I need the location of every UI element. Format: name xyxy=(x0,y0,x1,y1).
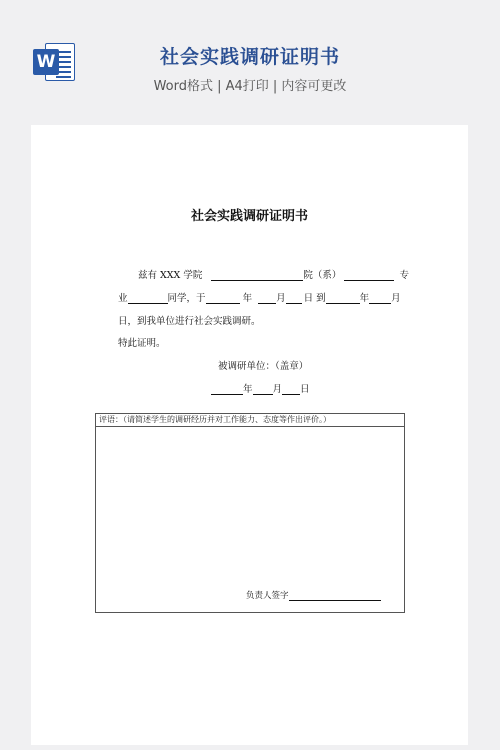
page-subtitle: Word格式 | A4打印 | 内容可更改 xyxy=(153,79,347,94)
line2-text-g: 月 xyxy=(391,293,401,304)
line2-text-e: 日 到 xyxy=(303,293,326,304)
date-day-blank xyxy=(282,384,300,395)
line1-text-a: 兹有 XXX 学院 xyxy=(138,270,203,281)
certificate-line-4: 特此证明。 xyxy=(118,338,166,349)
date-month-label: 月 xyxy=(272,384,283,395)
from-month-blank xyxy=(258,293,276,304)
certificate-line-2 xyxy=(118,290,401,304)
date-year-blank xyxy=(211,384,243,395)
comment-label: 评语：（请简述学生的调研经历并对工作能力、态度等作出评价。） xyxy=(96,414,404,427)
line2-text-c: 年 xyxy=(242,293,253,304)
student-blank xyxy=(128,293,168,304)
line1-text-b: 院（系） xyxy=(303,270,342,281)
college-blank xyxy=(211,270,303,281)
line2-text-f: 年 xyxy=(359,293,370,304)
department-blank xyxy=(344,270,394,281)
from-day-blank xyxy=(286,293,302,304)
line2-text-a: 业 xyxy=(118,293,128,304)
document-page xyxy=(31,125,468,745)
line1-text-c: 专 xyxy=(399,270,409,281)
comment-box xyxy=(95,413,405,613)
date-month-blank xyxy=(253,384,273,395)
certificate-line-3: 日，到我单位进行社会实践调研。 xyxy=(118,316,261,327)
header xyxy=(0,0,500,120)
date-day-label: 日 xyxy=(300,384,310,395)
signature-line xyxy=(246,589,381,601)
signature-blank xyxy=(289,591,381,601)
unit-stamp-line: 被调研单位：（盖章） xyxy=(218,361,309,372)
word-badge: W xyxy=(33,49,59,75)
document-title: 社会实践调研证明书 xyxy=(190,209,308,224)
to-month-blank xyxy=(369,293,391,304)
signature-label: 负责人签字 xyxy=(246,591,289,601)
line2-text-b: 同学，于 xyxy=(167,293,206,304)
page-title: 社会实践调研证明书 xyxy=(159,46,340,68)
date-year-label: 年 xyxy=(243,384,253,395)
from-year-blank xyxy=(206,293,240,304)
date-line xyxy=(211,381,310,395)
to-year-blank xyxy=(326,293,360,304)
line2-text-d: 月 xyxy=(276,293,286,304)
certificate-line-1 xyxy=(138,267,409,281)
